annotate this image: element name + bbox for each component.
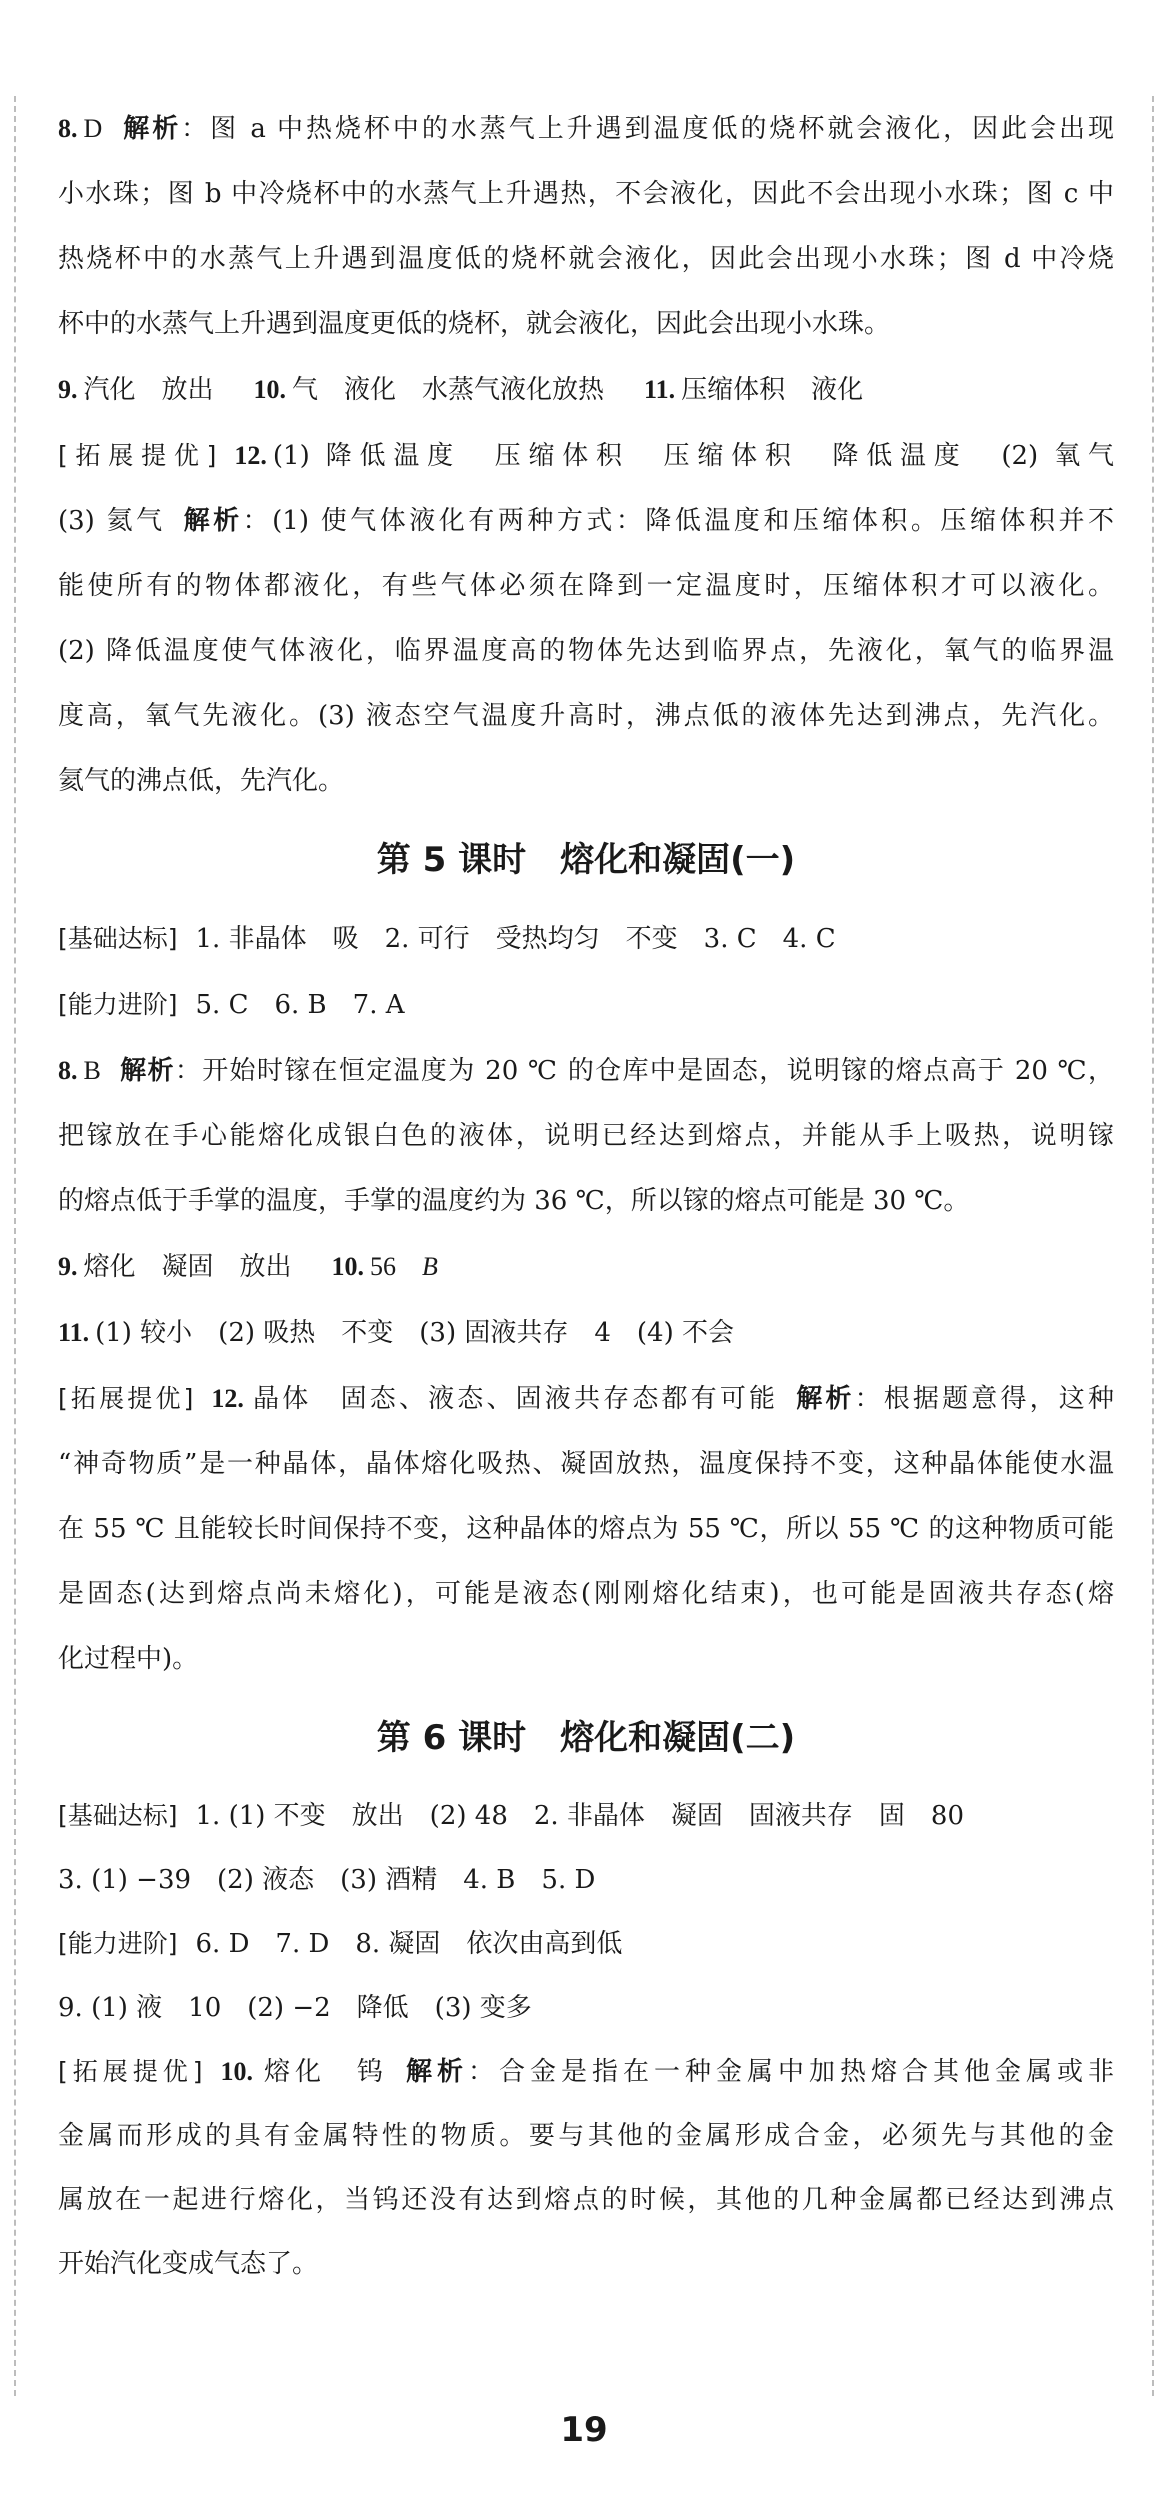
basic-answers-line-2: 3. (1) −39 (2) 液态 (3) 酒精 4. B 5. D (58, 1865, 596, 1895)
answer-10-line-3: 属放在一起进行熔化，当钨还没有达到熔点的时候，其他的几种金属都已经达到沸点 (58, 2185, 1114, 2215)
answer-8-line-1: 8. D 解析：图 a 中热烧杯中的水蒸气上升遇到温度低的烧杯就会液化，因此会出现 (58, 114, 1114, 144)
answer-12-line-2: “神奇物质”是一种晶体，晶体熔化吸热、凝固放热，温度保持不变，这种晶体能使水温 (58, 1449, 1114, 1479)
answer-11: 11. (1) 较小 (2) 吸热 不变 (3) 固液共存 4 (4) 不会 (58, 1318, 734, 1348)
analysis-label: 解析 (118, 1056, 175, 1086)
lesson-5-title: 第 5 课时 熔化和凝固(一) (376, 840, 796, 880)
section-tag-jichu: [基础达标] (58, 924, 178, 953)
answer-8-line-3: 热烧杯中的水蒸气上升遇到温度低的烧杯就会液化，因此会出现小水珠；图 d 中冷烧 (58, 244, 1114, 274)
answer-12-line-4: (2) 降低温度使气体液化，临界温度高的物体先达到临界点，先液化，氧气的临界温 (58, 636, 1114, 666)
section-tag-tuozhan: [拓展提优] (58, 1384, 194, 1413)
section-tag-tuozhan: [拓展提优] (58, 441, 217, 470)
answer-9-10: 9. 熔化 凝固 放出 10. 56 B (58, 1252, 438, 1282)
answer-12-line-1: [拓展提优] 12. (1) 降低温度 压缩体积 压缩体积 降低温度 (2) 氧气 (58, 441, 1114, 471)
answer-8-line-3: 的熔点低于手掌的温度，手掌的温度约为 36 ℃，所以镓的熔点可能是 30 ℃。 (58, 1186, 970, 1216)
section-tag-nengli: [能力进阶] (58, 990, 178, 1019)
answer-12-line-3: 在 55 ℃ 且能较长时间保持不变，这种晶体的熔点为 55 ℃，所以 55 ℃ 的这种物质可能 (58, 1514, 1114, 1544)
answer-8-line-2: 小水珠；图 b 中冷烧杯中的水蒸气上升遇热，不会液化，因此不会出现小水珠；图 c 中 (58, 179, 1114, 209)
section-tag-jichu: [基础达标] (58, 1801, 178, 1830)
basic-answers-line-1: [基础达标] 1. (1) 不变 放出 (2) 48 2. 非晶体 凝固 固液共存 固 80 (58, 1801, 965, 1831)
answer-10-line-2: 金属而形成的具有金属特性的物质。要与其他的金属形成合金，必须先与其他的金 (58, 2121, 1114, 2151)
advanced-answers-line-1: [能力进阶] 6. D 7. D 8. 凝固 依次由高到低 (58, 1929, 623, 1959)
section-tag-nengli: [能力进阶] (58, 1929, 178, 1958)
advanced-answers: [能力进阶] 5. C 6. B 7. A (58, 990, 405, 1020)
answer-12-line-5: 度高，氧气先液化。(3) 液态空气温度升高时，沸点低的液体先达到沸点，先汽化。 (58, 701, 1114, 731)
advanced-answers-line-2: 9. (1) 液 10 (2) −2 降低 (3) 变多 (58, 1993, 532, 2023)
answer-12-line-3: 能使所有的物体都液化，有些气体必须在降到一定温度时，压缩体积才可以液化。 (58, 571, 1114, 601)
basic-answers: [基础达标] 1. 非晶体 吸 2. 可行 受热均匀 不变 3. C 4. C (58, 924, 836, 954)
answer-12-line-6: 氦气的沸点低，先汽化。 (58, 766, 345, 796)
answer-12-line-5: 化过程中)。 (58, 1644, 199, 1674)
answer-12-line-2: (3) 氦气 解析：(1) 使气体液化有两种方式：降低温度和压缩体积。压缩体积并不 (58, 506, 1114, 536)
analysis-label: 解析 (406, 2057, 468, 2087)
answer-8-line-2: 把镓放在手心能熔化成银白色的液体，说明已经达到熔点，并能从手上吸热，说明镓 (58, 1121, 1114, 1151)
analysis-label: 解析 (796, 1384, 855, 1414)
answer-12-line-4: 是固态(达到熔点尚未熔化)，可能是液态(刚刚熔化结束)，也可能是固液共存态(熔 (58, 1579, 1114, 1609)
answer-12-line-1: [拓展提优] 12. 晶体 固态、液态、固液共存态都有可能 解析：根据题意得，这种 (58, 1384, 1114, 1414)
right-margin-rule (1152, 96, 1154, 2396)
answer-9-11: 9. 汽化 放出 10. 气 液化 水蒸气液化放热 11. 压缩体积 液化 (58, 375, 864, 405)
analysis-label: 解析 (120, 114, 182, 144)
answer-8-line-1: 8. B 解析：开始时镓在恒定温度为 20 ℃ 的仓库中是固态，说明镓的熔点高于 20 ℃， (58, 1056, 1114, 1086)
answer-page-content (58, 96, 1114, 2296)
answer-8-line-4: 杯中的水蒸气上升遇到温度更低的烧杯，就会液化，因此会出现小水珠。 (58, 309, 891, 339)
section-tag-tuozhan: [拓展提优] (58, 2057, 203, 2086)
lesson-6-title: 第 6 课时 熔化和凝固(二) (376, 1718, 796, 1758)
answer-10-line-4: 开始汽化变成气态了。 (58, 2249, 319, 2279)
left-margin-rule (14, 96, 16, 2396)
page-number: 19 (560, 2410, 608, 2450)
answer-10-line-1: [拓展提优] 10. 熔化 钨 解析：合金是指在一种金属中加热熔合其他金属或非 (58, 2057, 1114, 2087)
analysis-label: 解析 (183, 506, 243, 536)
